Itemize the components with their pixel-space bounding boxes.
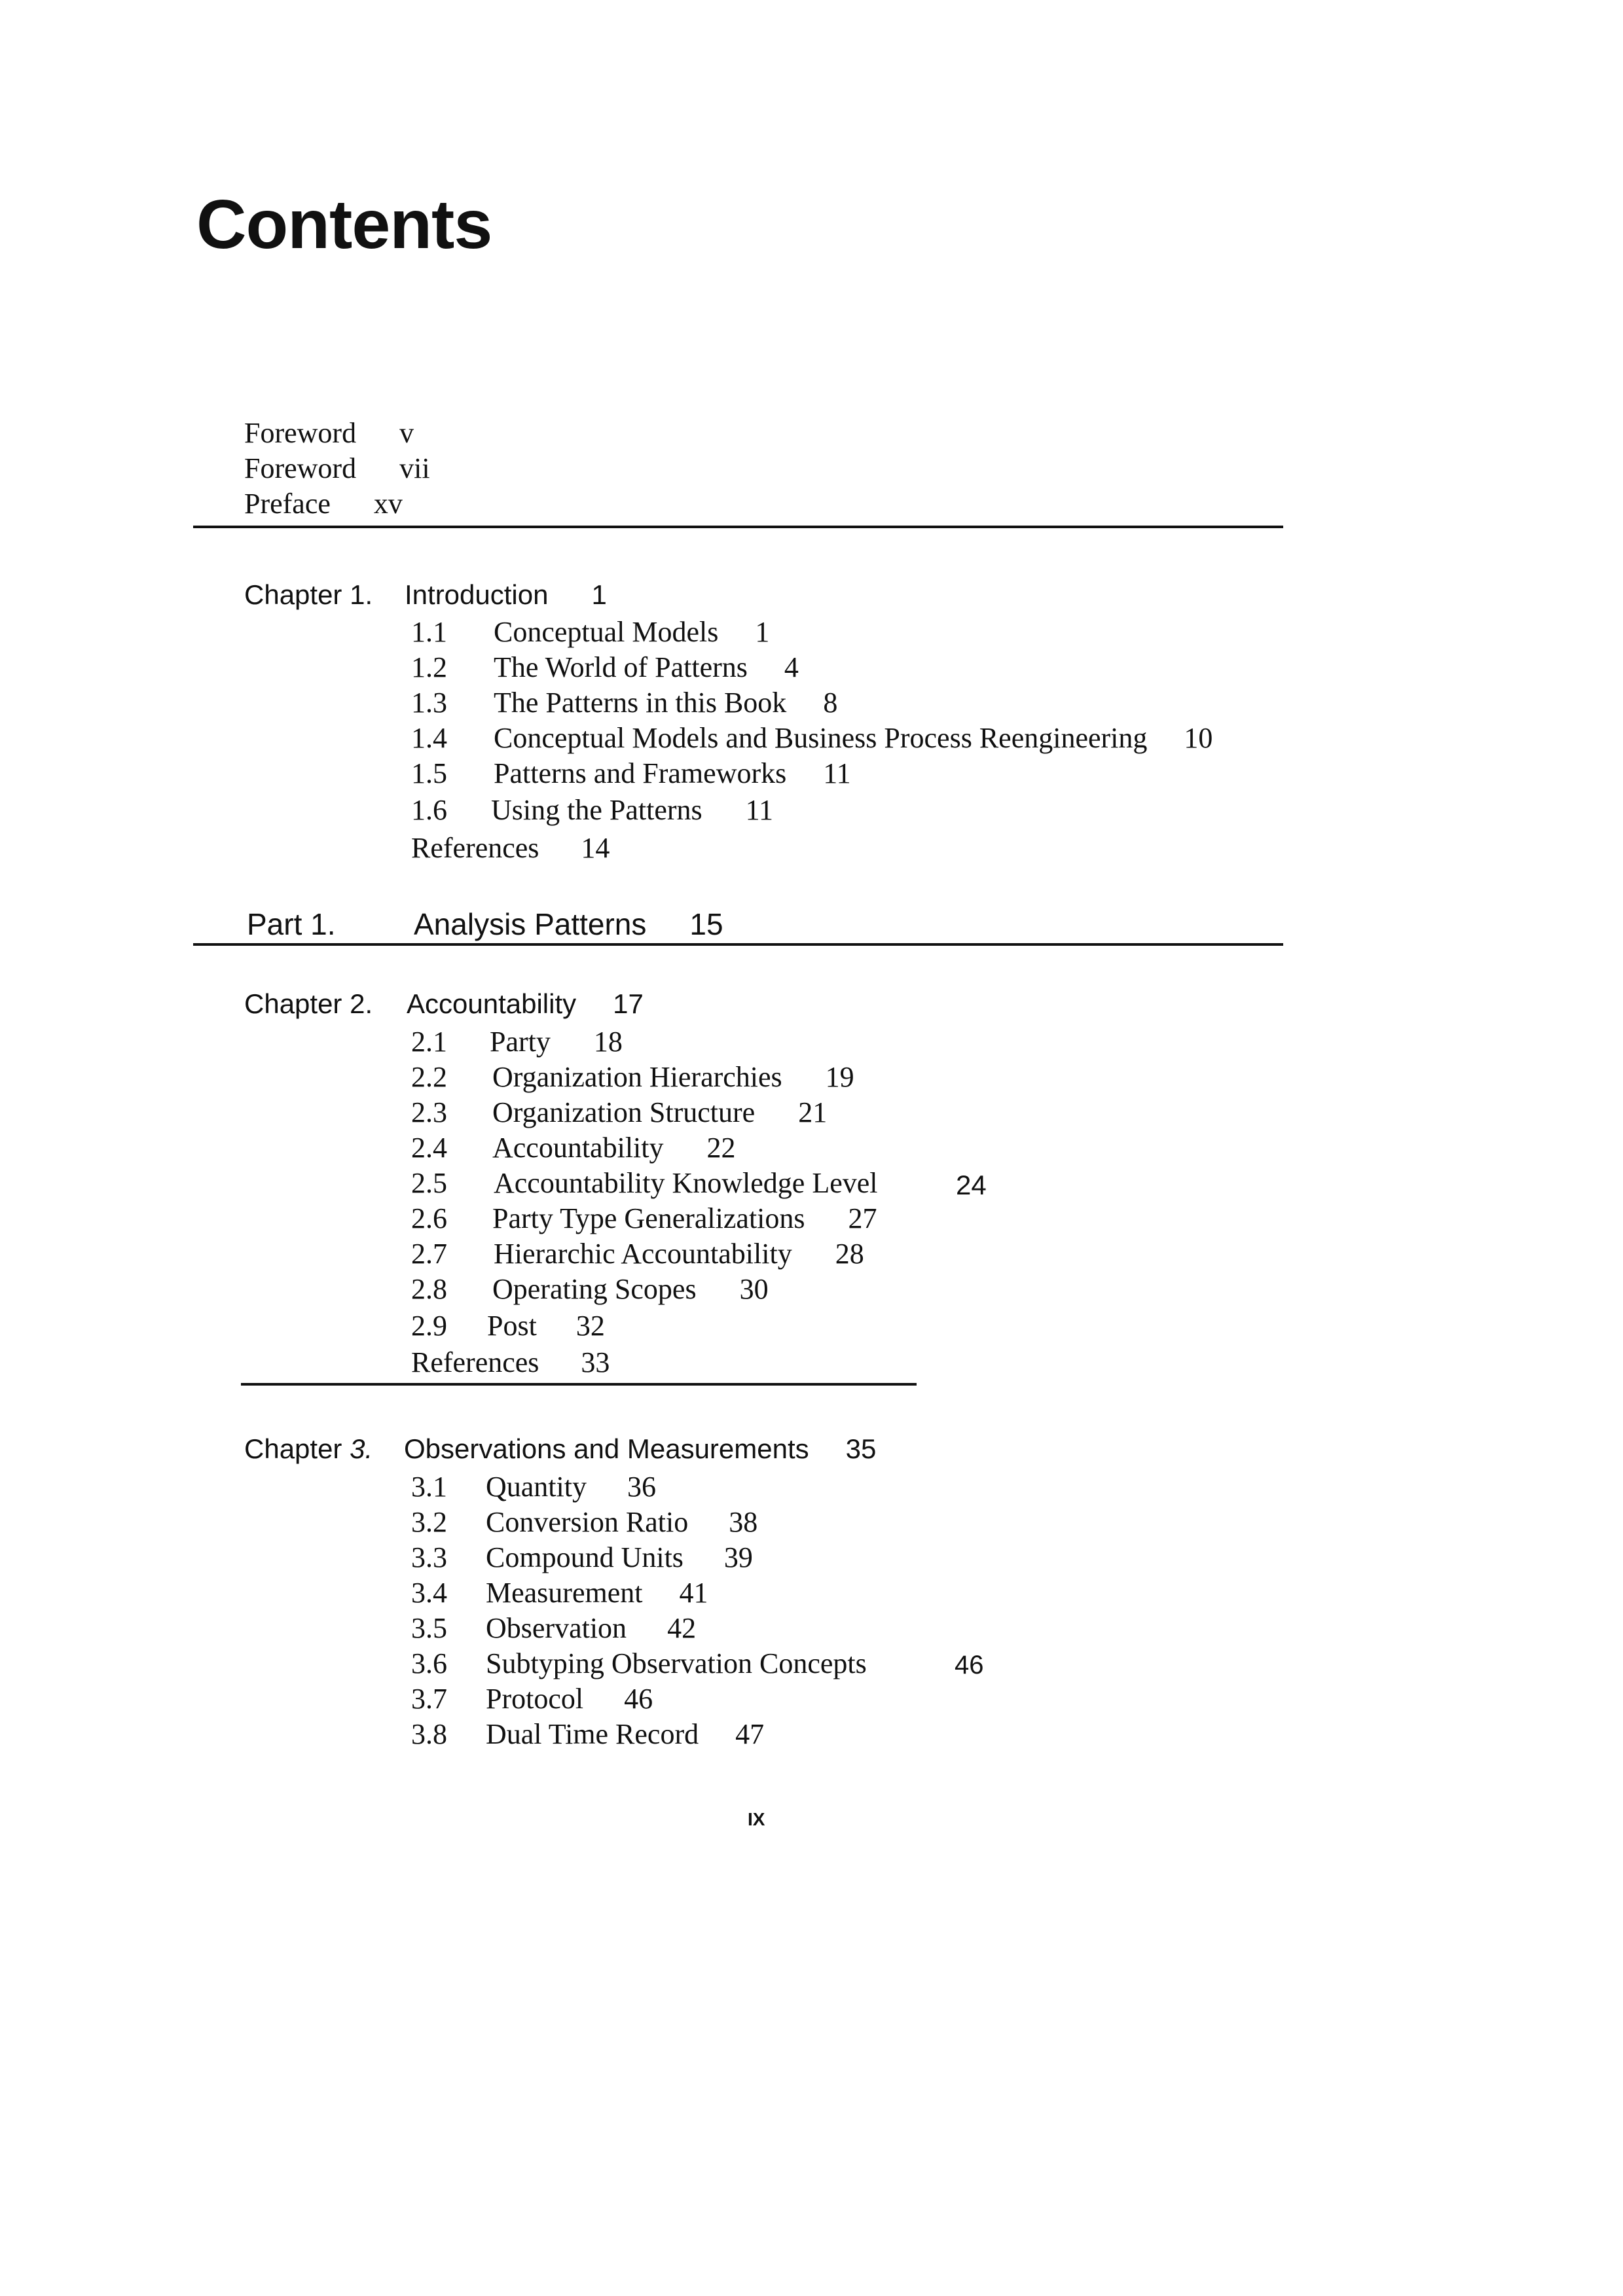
chapter-page: 17: [613, 988, 644, 1019]
chapter-3-heading[interactable]: [404, 1435, 876, 1463]
section-page: 32: [575, 1310, 605, 1342]
section-number: 3.4: [411, 1577, 447, 1609]
toc-entry-2-9[interactable]: [411, 1310, 605, 1342]
section-number: 2.8: [411, 1273, 447, 1305]
toc-entry-3-6[interactable]: [411, 1647, 984, 1679]
section-page: 47: [735, 1718, 765, 1750]
front-matter-foreword-2[interactable]: [244, 454, 430, 483]
section-number: 3.7: [411, 1683, 447, 1715]
section-title: Observation 42: [486, 1612, 697, 1644]
section-number: 2.6: [411, 1202, 447, 1234]
section-title: Accountability Knowledge Level: [494, 1167, 878, 1199]
section-number: 3.2: [411, 1506, 447, 1538]
chapter-3-label: Chapter 3.: [244, 1433, 373, 1464]
page-title: Contents: [196, 186, 492, 263]
toc-entry-2-8[interactable]: [411, 1273, 769, 1305]
section-title: Dual Time Record 47: [486, 1718, 765, 1750]
section-title: The World of Patterns 4: [494, 651, 799, 683]
divider-rule: [241, 1383, 917, 1386]
section-page: 46: [624, 1683, 653, 1715]
section-title: Quantity 36: [486, 1471, 656, 1503]
toc-entry-2-4[interactable]: [411, 1132, 736, 1164]
section-page: 36: [627, 1471, 656, 1503]
section-page: 8: [823, 687, 838, 719]
section-title: Conceptual Models and Business Process Reengineering 10: [494, 722, 1213, 754]
section-number: 3.8: [411, 1718, 447, 1750]
section-title: Organization Structure 21: [492, 1096, 828, 1128]
section-page: 46: [955, 1651, 984, 1679]
toc-entry-2-3[interactable]: [411, 1096, 828, 1128]
section-number: 2.5: [411, 1167, 447, 1199]
entry-title: Foreword: [244, 452, 357, 484]
section-number: 3.1: [411, 1471, 447, 1503]
section-page: 39: [723, 1541, 753, 1573]
section-title: Measurement 41: [486, 1577, 708, 1609]
section-page: 18: [593, 1026, 623, 1058]
section-page: 42: [667, 1612, 697, 1644]
toc-entry-2-1[interactable]: [411, 1026, 623, 1058]
section-page: 38: [729, 1506, 758, 1538]
part-title: Analysis Patterns: [414, 907, 647, 941]
front-matter-preface[interactable]: [244, 490, 403, 518]
chapter-page: 1: [591, 579, 607, 610]
section-page: 28: [835, 1238, 864, 1270]
toc-entry-2-references[interactable]: [411, 1348, 610, 1377]
page-number: IX: [748, 1809, 765, 1829]
toc-entry-2-6[interactable]: [411, 1202, 877, 1234]
toc-entry-3-5[interactable]: [411, 1612, 697, 1644]
chapter-title: Accountability: [407, 988, 577, 1019]
divider-rule: [193, 526, 1283, 528]
section-page: 30: [739, 1273, 769, 1305]
section-page: 27: [848, 1202, 877, 1234]
toc-entry-3-7[interactable]: [411, 1683, 653, 1715]
section-title: The Patterns in this Book 8: [494, 687, 838, 719]
chapter-2-label: Chapter 2.: [244, 988, 373, 1019]
toc-entry-1-references[interactable]: [411, 834, 610, 863]
chapter-page: 35: [845, 1433, 877, 1464]
section-number: 2.1: [411, 1026, 447, 1058]
section-page: 21: [798, 1096, 828, 1128]
section-page: 19: [825, 1061, 854, 1093]
section-page: 1: [755, 616, 770, 648]
section-title: Party Type Generalizations 27: [492, 1202, 877, 1234]
front-matter-foreword-1[interactable]: [244, 419, 414, 448]
toc-entry-3-8[interactable]: [411, 1718, 765, 1750]
section-title: Hierarchic Accountability 28: [494, 1238, 864, 1270]
chapter-2-heading[interactable]: [407, 990, 644, 1018]
section-number: 1.1: [411, 616, 447, 648]
part-1-label: Part 1.: [247, 907, 336, 941]
divider-rule: [193, 943, 1283, 946]
section-number: 1.3: [411, 687, 447, 719]
toc-entry-2-2[interactable]: [411, 1061, 854, 1093]
section-title: Operating Scopes 30: [492, 1273, 769, 1305]
toc-entry-3-4[interactable]: [411, 1577, 708, 1609]
entry-page: vii: [399, 452, 430, 484]
section-title: Accountability 22: [492, 1132, 736, 1164]
section-number: 3.5: [411, 1612, 447, 1644]
section-number: 1.5: [411, 757, 447, 789]
section-page: 22: [706, 1132, 736, 1164]
toc-entry-2-5[interactable]: [411, 1167, 987, 1200]
entry-page: 33: [581, 1346, 610, 1378]
entry-title: References: [411, 832, 539, 864]
chapter-1-label: Chapter 1.: [244, 579, 373, 610]
section-number: 2.2: [411, 1061, 447, 1093]
section-title: Compound Units 39: [486, 1541, 753, 1573]
section-title: Post 32: [487, 1310, 605, 1342]
chapter-1-heading[interactable]: [405, 581, 607, 609]
toc-entry-1-5[interactable]: [411, 757, 851, 789]
entry-title: References: [411, 1346, 539, 1378]
section-page: 11: [823, 757, 851, 789]
section-number: 1.2: [411, 651, 447, 683]
section-number: 2.4: [411, 1132, 447, 1164]
section-title: Organization Hierarchies 19: [492, 1061, 854, 1093]
section-title: Conversion Ratio 38: [486, 1506, 758, 1538]
toc-entry-3-1[interactable]: [411, 1471, 656, 1503]
section-title: Conceptual Models 1: [494, 616, 770, 648]
part-1-heading[interactable]: [414, 909, 723, 939]
section-number: 2.3: [411, 1096, 447, 1128]
chapter-title: Observations and Measurements: [404, 1433, 809, 1464]
section-page: 10: [1184, 722, 1213, 754]
entry-page: 14: [581, 832, 610, 864]
section-number: 1.6: [411, 794, 447, 826]
section-page: 4: [784, 651, 799, 683]
entry-title: Preface: [244, 488, 331, 520]
toc-entry-1-6[interactable]: [411, 794, 774, 826]
section-page: 11: [745, 794, 774, 826]
section-number: 3.3: [411, 1541, 447, 1573]
section-title: Using the Patterns 11: [491, 794, 774, 826]
toc-entry-3-2[interactable]: [411, 1506, 758, 1538]
toc-entry-2-7[interactable]: [411, 1238, 864, 1270]
section-number: 2.9: [411, 1310, 447, 1342]
toc-entry-3-3[interactable]: [411, 1541, 753, 1573]
toc-entry-1-3[interactable]: [411, 687, 838, 719]
entry-title: Foreword: [244, 417, 357, 449]
toc-entry-1-4[interactable]: [411, 722, 1213, 754]
section-title: Subtyping Observation Concepts: [486, 1647, 867, 1679]
section-number: 2.7: [411, 1238, 447, 1270]
section-title: Patterns and Frameworks 11: [494, 757, 851, 789]
toc-entry-1-1[interactable]: [411, 616, 770, 648]
toc-entry-1-2[interactable]: [411, 651, 799, 683]
chapter-title: Introduction: [405, 579, 549, 610]
section-page: 24: [956, 1170, 987, 1200]
section-title: Protocol 46: [486, 1683, 653, 1715]
section-title: Party 18: [490, 1026, 623, 1058]
entry-page: xv: [373, 488, 403, 520]
entry-page: v: [399, 417, 414, 449]
part-page: 15: [689, 907, 723, 941]
section-page: 41: [679, 1577, 708, 1609]
section-number: 1.4: [411, 722, 447, 754]
section-number: 3.6: [411, 1647, 447, 1679]
